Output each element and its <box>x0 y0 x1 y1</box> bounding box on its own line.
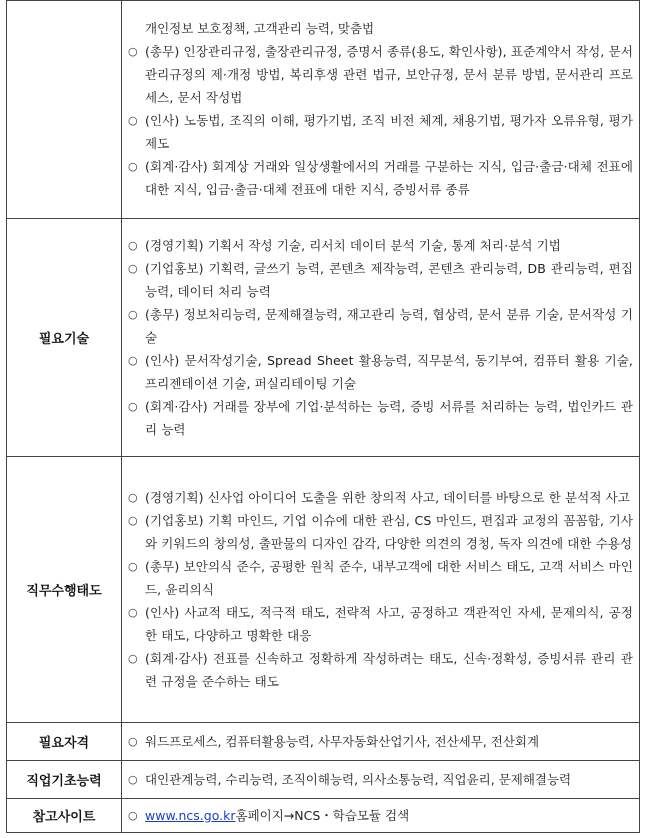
list-item <box>128 40 633 109</box>
list-item <box>128 647 633 693</box>
list-item-text: (기업홍보) 기획 마인드, 기업 이슈에 대한 관심, CS 마인드, 편집과 교정의 꼼꼼함, 기사와 키워드의 창의성, 출판물의 디자인 감각, 다양한 의견의 경청, 독자 의견에 대한 수용성 <box>145 512 633 551</box>
bullet-circle-icon: ○ <box>128 734 138 748</box>
list-item-text: (회계·감사) 전표를 신속하고 정확하게 작성하려는 태도, 신속·정확성, 증빙서류 관리 관련 규정을 준수하는 태도 <box>145 650 633 689</box>
list-item <box>128 768 633 791</box>
list-item-text: (총무) 인장관리규정, 출장관리규정, 증명서 종류(용도, 확인사항), 표준계약서 작성, 문서관리규정의 제·개정 방법, 복리후생 관련 법규, 보안규정, 문서 분류 방법, 문서관리 프로세스, 문서 작성법 <box>145 44 633 105</box>
knowledge-label-cell <box>7 1 122 219</box>
attitude-content-cell <box>122 457 640 723</box>
qualification-row <box>7 723 640 761</box>
bullet-circle-icon: ○ <box>128 808 138 822</box>
bullet-circle-icon: ○ <box>128 160 138 173</box>
list-item-text: (회계·감사) 회계상 거래와 일상생활에서의 거래를 구분하는 지식, 입금·출금·대체 전표에 대한 지식, 입금·출금·대체 전표에 대한 지식, 증빙서류 종류 <box>145 159 633 197</box>
ncs-site-link[interactable]: www.ncs.go.kr <box>145 807 236 823</box>
list-item <box>128 349 633 395</box>
document <box>6 0 640 833</box>
bullet-circle-icon: ○ <box>128 651 138 665</box>
skills-row <box>7 219 640 457</box>
list-item <box>128 509 633 555</box>
basic-competency-text: 대인관계능력, 수리능력, 조직이해능력, 의사소통능력, 직업윤리, 문제해결능력 <box>145 771 572 787</box>
list-item-text: (인사) 문서작성기술, Spread Sheet 활용능력, 직무분석, 동기부여, 컴퓨터 활용 기술, 프리젠테이션 기술, 퍼실리테이팅 기술 <box>145 352 633 391</box>
bullet-circle-icon: ○ <box>128 559 138 573</box>
bullet-circle-icon: ○ <box>128 513 138 527</box>
reference-content-cell <box>122 799 640 833</box>
list-item <box>128 234 633 257</box>
list-item-text: (인사) 노동법, 조직의 이해, 평가기법, 조직 비전 체계, 채용기법, 평가자 오류유형, 평가제도 <box>145 113 633 151</box>
list-item-text: (총무) 보안의식 준수, 공평한 원칙 준수, 내부고객에 대한 서비스 태도, 고객 서비스 마인드, 윤리의식 <box>145 558 633 597</box>
bullet-circle-icon: ○ <box>128 261 138 275</box>
list-item <box>128 257 633 303</box>
basic-competency-content-cell <box>122 761 640 799</box>
reference-text: 홈페이지→NCS・학습모듈 검색 <box>235 807 410 823</box>
bullet-circle-icon: ○ <box>128 772 138 786</box>
list-item-text: (인사) 사교적 태도, 적극적 태도, 전략적 사고, 공정하고 객관적인 자세, 문제의식, 공정한 태도, 다양하고 명확한 대응 <box>145 604 633 643</box>
bullet-circle-icon: ○ <box>128 490 138 504</box>
competency-table <box>6 0 640 833</box>
bullet-circle-icon: ○ <box>128 238 138 252</box>
list-item-text: (회계·감사) 거래를 장부에 기업·분석하는 능력, 증빙 서류를 처리하는 능력, 법인카드 관리 능력 <box>145 398 633 437</box>
list-item <box>128 109 633 155</box>
attitude-row <box>7 457 640 723</box>
qualification-label: 필요자격 <box>7 723 122 761</box>
bullet-circle-icon: ○ <box>128 45 138 58</box>
skills-content-cell <box>122 219 640 457</box>
qualification-content-cell <box>122 723 640 761</box>
bullet-circle-icon: ○ <box>128 605 138 619</box>
list-item-text: (기업홍보) 기획력, 글쓰기 능력, 콘텐츠 제작능력, 콘텐츠 관리능력, DB 관리능력, 편집능력, 데이터 처리 능력 <box>145 260 633 299</box>
knowledge-row <box>7 1 640 219</box>
list-item-text: (경영기획) 신사업 아이디어 도출을 위한 창의적 사고, 데이터를 바탕으로 한 분석적 사고 <box>145 489 630 505</box>
list-item-text: (총무) 정보처리능력, 문제해결능력, 재고관리 능력, 협상력, 문서 분류 기술, 문서작성 기술 <box>145 306 633 345</box>
bullet-circle-icon: ○ <box>128 353 138 367</box>
knowledge-content-cell <box>122 1 640 219</box>
attitude-label: 직무수행태도 <box>7 457 122 723</box>
list-item <box>128 395 633 441</box>
list-item <box>128 804 633 827</box>
list-item <box>128 730 633 753</box>
list-item <box>128 555 633 601</box>
list-item-text: (경영기획) 기획서 작성 기술, 리서치 데이터 분석 기술, 통계 처리·분석 기법 <box>145 237 561 253</box>
skills-label: 필요기술 <box>7 219 122 457</box>
reference-label: 참고사이트 <box>7 799 122 833</box>
list-item <box>128 155 633 201</box>
reference-row <box>7 799 640 833</box>
bullet-circle-icon: ○ <box>128 399 138 413</box>
knowledge-continuation: 개인정보 보호정책, 고객관리 능력, 맞춤법 <box>145 21 375 36</box>
basic-competency-label: 직업기초능력 <box>7 761 122 799</box>
list-item <box>128 601 633 647</box>
basic-competency-row <box>7 761 640 799</box>
bullet-circle-icon: ○ <box>128 114 138 127</box>
qualification-text: 워드프로세스, 컴퓨터활용능력, 사무자동화산업기사, 전산세무, 전산회계 <box>145 733 540 749</box>
list-item <box>128 303 633 349</box>
bullet-circle-icon: ○ <box>128 307 138 321</box>
list-item <box>128 486 633 509</box>
